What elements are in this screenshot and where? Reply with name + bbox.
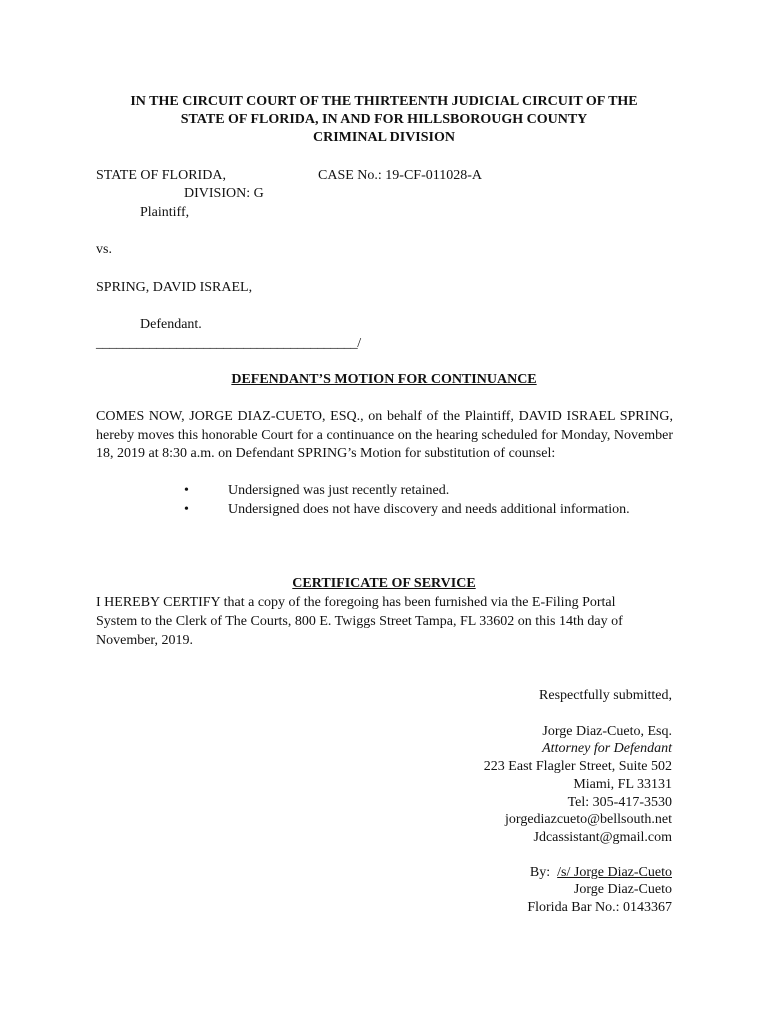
signature-line [530,864,672,882]
electronic-signature: /s/ Jorge Diaz-Cueto [557,865,672,880]
certificate-line-2: System to the Clerk of The Courts, 800 E. Twiggs Street Tampa, FL 33602 on this 14th day of [96,614,623,629]
bullet-icon: • [184,502,189,517]
email-2: Jdcassistant@gmail.com [533,830,672,845]
list-item [184,482,449,500]
court-header-line-1: IN THE CIRCUIT COURT OF THE THIRTEENTH JUDICIAL CIRCUIT OF THE [130,94,638,109]
caption-rule-line: _______________________________________/ [96,336,361,351]
plaintiff-role: Plaintiff, [140,205,190,220]
address-line-2: Miami, FL 33131 [573,777,672,792]
certificate-line-1: I HEREBY CERTIFY that a copy of the foregoing has been furnished via the E-Filing Portal [96,595,616,610]
plaintiff-name: STATE OF FLORIDA, [96,168,226,183]
address-line-1: 223 East Flagler Street, Suite 502 [483,759,672,774]
attorney-title: Attorney for Defendant [542,741,672,756]
court-header-line-3: CRIMINAL DIVISION [313,130,455,145]
closing: Respectfully submitted, [539,688,672,703]
defendant-role: Defendant. [140,317,202,332]
court-header-line-2: STATE OF FLORIDA, IN AND FOR HILLSBOROUGH COUNTY [180,112,588,127]
attorney-name: Jorge Diaz-Cueto, Esq. [542,724,672,739]
certificate-title: CERTIFICATE OF SERVICE [292,576,476,591]
versus: vs. [96,242,112,257]
division: DIVISION: G [184,186,264,201]
certificate-line-3: November, 2019. [96,633,194,648]
motion-title: DEFENDANT’S MOTION FOR CONTINUANCE [231,372,537,387]
list-item [184,501,630,519]
defendant-name: SPRING, DAVID ISRAEL, [96,280,253,295]
bullet-text: Undersigned does not have discovery and needs additional information. [228,502,630,517]
email-1: jorgediazcueto@bellsouth.net [505,812,672,827]
case-number: CASE No.: 19-CF-011028-A [318,168,482,183]
bar-number: Florida Bar No.: 0143367 [527,900,672,915]
printed-name: Jorge Diaz-Cueto [573,882,672,897]
bullet-icon: • [184,483,189,498]
bullet-text: Undersigned was just recently retained. [228,483,450,498]
motion-body: COMES NOW, JORGE DIAZ-CUETO, ESQ., on behalf of the Plaintiff, DAVID ISRAEL SPRING, hereby moves this honorable Court for a continuance on the hearing scheduled for Monday, November 18, 2019 at 8:30 a.m. on Defendant SPRING’s Motion for substitution of counsel: [96,409,673,461]
phone: Tel: 305-417-3530 [567,795,672,810]
by-label: By: [529,865,551,880]
